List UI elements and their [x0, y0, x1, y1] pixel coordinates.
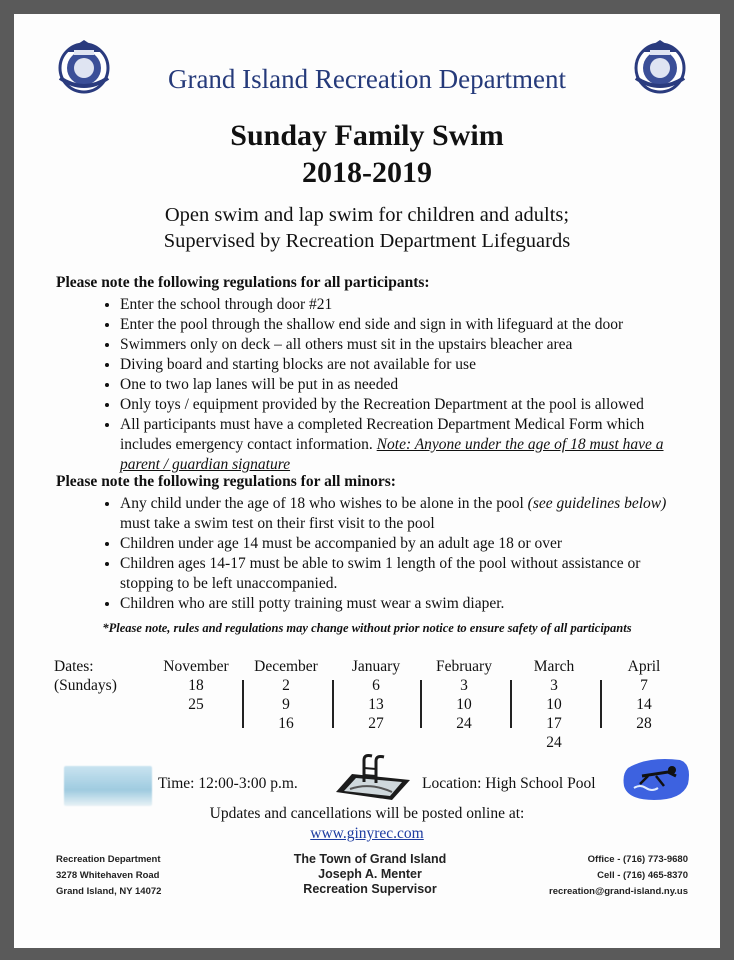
list-item: • Enter the school through door #21	[120, 295, 690, 315]
minors-heading: Please note the following regulations for all minors:	[56, 473, 396, 490]
month-column	[158, 657, 234, 714]
month-column	[426, 657, 502, 733]
disclaimer: *Please note, rules and regulations may change without prior notice to ensure safety of all participants	[102, 621, 632, 635]
date-day: 24	[546, 734, 562, 751]
swim-test-text: Any child under the age of 18 who wishes to be alone in the pool	[120, 495, 528, 512]
guardian-note: Note: Anyone under the age of 18 must have a parent / guardian signature	[120, 436, 664, 473]
date-day: 6	[372, 677, 380, 694]
footer-line: Recreation Department	[56, 854, 161, 865]
footer-line: Office - (716) 773-9680	[587, 854, 688, 865]
participants-rules-list	[90, 295, 690, 475]
footer-line: Recreation Supervisor	[303, 882, 437, 896]
list-item	[120, 415, 690, 475]
date-day: 9	[282, 696, 290, 713]
subtitle-line: Supervised by Recreation Department Lifeguards	[163, 230, 571, 252]
footer-line: 3278 Whitehaven Road	[56, 870, 160, 881]
month-divider	[242, 680, 244, 728]
date-day: 13	[368, 696, 384, 713]
month-name: March	[533, 658, 575, 675]
swim-test-text-end: must take a swim test on their first visit to the pool	[120, 515, 435, 532]
date-day: 14	[636, 696, 652, 713]
month-name: November	[163, 658, 229, 675]
pool-ladder-icon	[330, 752, 414, 802]
date-day: 24	[456, 715, 472, 732]
swimmer-icon	[620, 754, 694, 804]
month-column	[338, 657, 414, 733]
list-item: • Only toys / equipment provided by the Recreation Department at the pool is allowed	[120, 395, 690, 415]
month-name: January	[351, 658, 401, 675]
month-divider	[332, 680, 334, 728]
medical-form-text: All participants must have a completed Recreation Department Medical Form which includes emergency contact information.	[120, 416, 645, 453]
month-name: February	[436, 658, 492, 675]
list-item: • Enter the pool through the shallow end side and sign in with lifeguard at the door	[120, 315, 690, 335]
footer-address	[56, 852, 161, 900]
list-item: • Swimmers only on deck – all others must sit in the upstairs bleacher area	[120, 335, 690, 355]
guidelines-ref: (see guidelines below)	[527, 495, 667, 512]
month-divider	[420, 680, 422, 728]
participants-heading: Please note the following regulations for all participants:	[56, 274, 430, 291]
event-subtitle	[14, 202, 720, 254]
email-link[interactable]: recreation@grand-island.ny.us	[549, 886, 688, 897]
date-day: 3	[460, 677, 468, 694]
footer-contact	[500, 852, 688, 900]
month-column	[606, 657, 682, 733]
footer-line: Joseph A. Menter	[318, 867, 422, 881]
footer-organization	[250, 852, 490, 897]
month-divider	[510, 680, 512, 728]
minors-rules-list	[90, 494, 690, 614]
website-link[interactable]: www.ginyrec.com	[310, 825, 424, 842]
date-day: 10	[546, 696, 562, 713]
month-column	[516, 657, 592, 752]
footer-line: Cell - (716) 465-8370	[597, 870, 688, 881]
event-title	[14, 117, 720, 191]
dates-label	[54, 657, 117, 695]
time-info: Time: 12:00-3:00 p.m.	[158, 775, 298, 792]
footer-line	[500, 884, 688, 900]
date-day: 16	[278, 715, 294, 732]
list-item: • Children ages 14-17 must be able to swim 1 length of the pool without assistance or stopping to be left unaccompanied.	[120, 554, 690, 594]
list-item: • One to two lap lanes will be put in as needed	[120, 375, 690, 395]
date-day: 7	[640, 677, 648, 694]
list-item: • Diving board and starting blocks are not available for use	[120, 355, 690, 375]
flyer-page	[14, 14, 720, 948]
month-divider	[600, 680, 602, 728]
list-item: • Children who are still potty training must wear a swim diaper.	[120, 594, 690, 614]
date-day: 18	[188, 677, 204, 694]
event-season: 2018-2019	[302, 156, 432, 189]
month-name: April	[627, 658, 661, 675]
dates-label-line: Dates:	[54, 658, 94, 675]
date-day: 27	[368, 715, 384, 732]
department-title: Grand Island Recreation Department	[167, 64, 567, 94]
date-day: 25	[188, 696, 204, 713]
date-day: 3	[550, 677, 558, 694]
date-day: 10	[456, 696, 472, 713]
location-info: Location: High School Pool	[422, 775, 596, 792]
pool-photo-icon	[64, 766, 152, 806]
event-title-line: Sunday Family Swim	[230, 119, 504, 152]
date-day: 17	[546, 715, 562, 732]
subtitle-line: Open swim and lap swim for children and adults;	[164, 204, 570, 226]
footer-line: The Town of Grand Island	[293, 852, 447, 866]
updates-text: Updates and cancellations will be posted online at:	[209, 805, 525, 822]
date-day: 2	[282, 677, 290, 694]
list-item: • Children under age 14 must be accompanied by an adult age 18 or over	[120, 534, 690, 554]
date-day: 28	[636, 715, 652, 732]
month-name: December	[254, 658, 318, 675]
month-column	[248, 657, 324, 733]
footer-line: Grand Island, NY 14072	[56, 886, 162, 897]
dates-label-line: (Sundays)	[54, 677, 117, 694]
list-item	[120, 494, 690, 534]
